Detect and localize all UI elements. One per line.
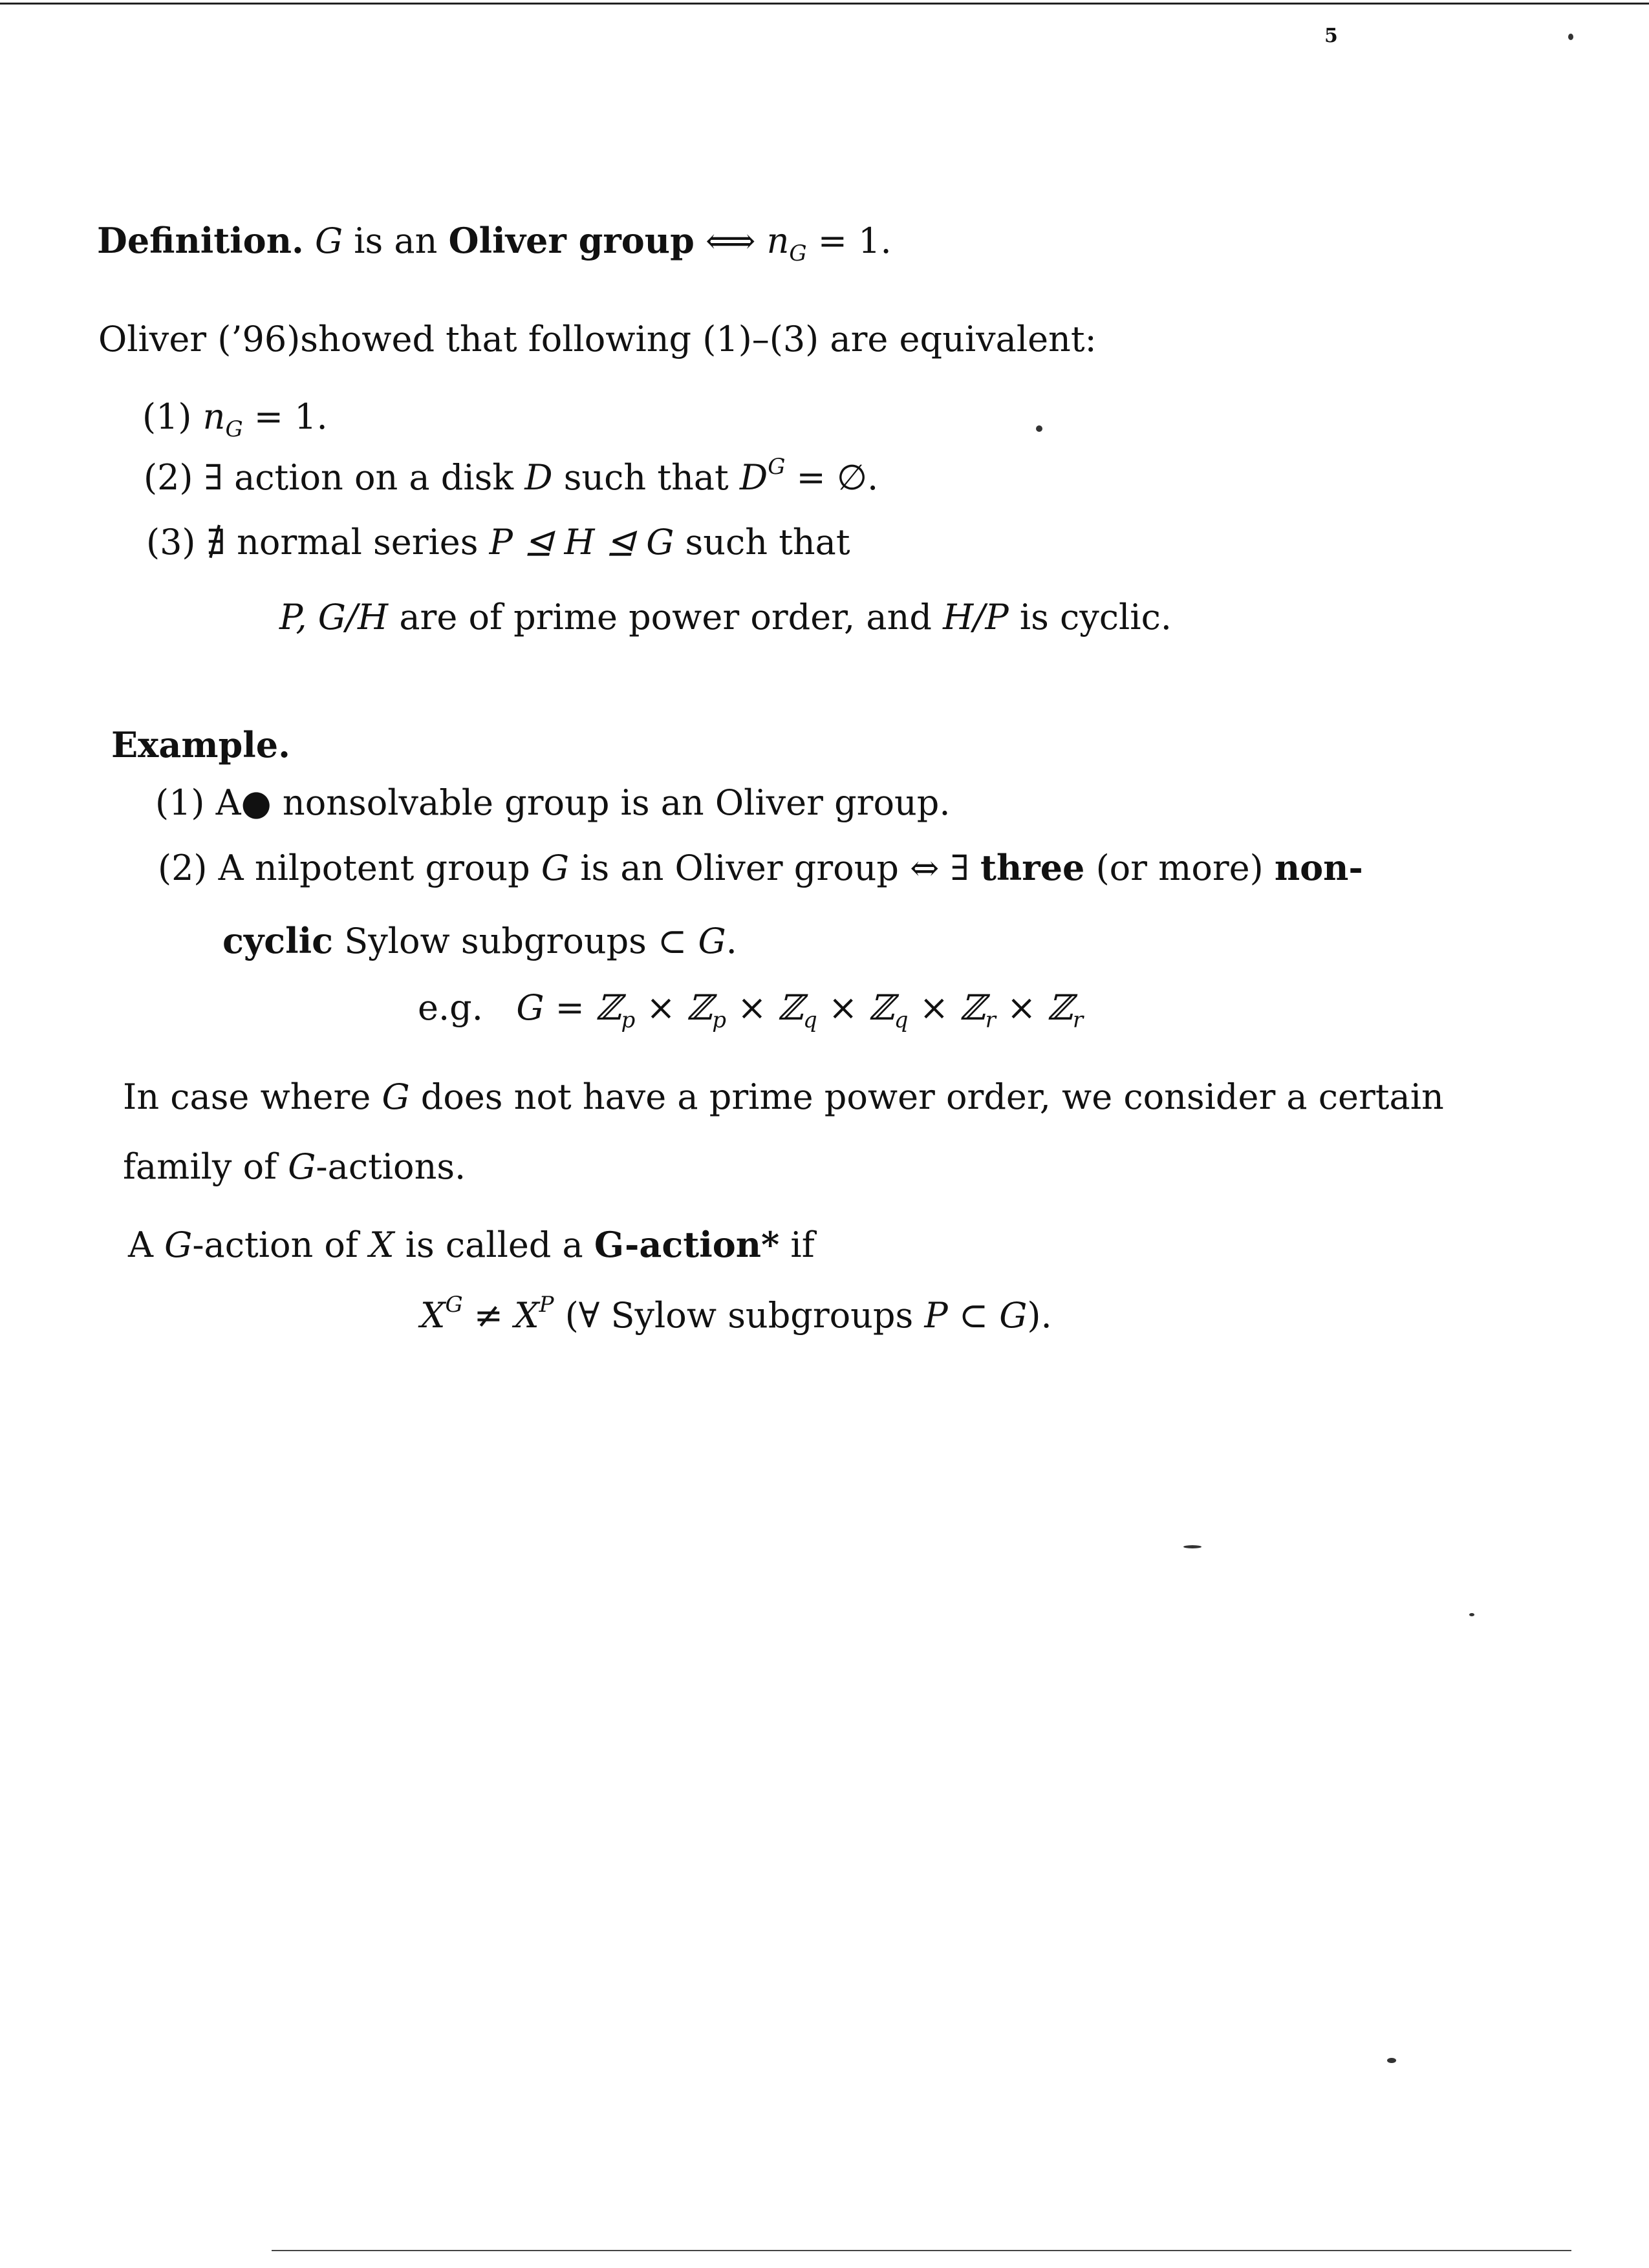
scan-speck [1568,34,1573,40]
scan-speck [1469,1613,1474,1616]
math-expression: P ⊴ H ⊴ G [489,522,674,562]
emphasis-non: non- [1274,847,1363,888]
text-run: -action of [192,1225,370,1265]
times-symbol: × [726,987,778,1028]
math-superscript: P [539,1292,554,1318]
example-2-continued [222,920,737,961]
condition-number: (1) [142,396,203,437]
math-var: G [288,1146,316,1187]
text-run: if [779,1225,815,1265]
scan-edge-top [0,3,1649,5]
neq-symbol: ≠ [462,1295,515,1336]
text-run: = 1. [806,220,892,261]
page-number: 5 [1324,25,1338,47]
math-subscript: q [894,1007,909,1033]
math-var: X [369,1225,394,1265]
math-expression: G = ℤ [516,987,621,1028]
math-superscript: G [445,1292,463,1318]
example-label: Example. [111,724,290,765]
text-run: is an [343,220,449,261]
paragraph-line-2 [123,1146,466,1187]
math-expression: H/P [943,597,1009,637]
scan-edge-bottom [272,2250,1571,2251]
eg-label: e.g. [418,987,483,1028]
scan-speck [1183,1545,1202,1548]
math-subscript: p [621,1007,636,1033]
text-run: family of [123,1146,288,1187]
math-var: G [164,1225,193,1265]
math-var: X [514,1295,539,1336]
math-var: D [524,457,553,498]
text-run: such that [552,457,740,498]
math-subscript: G [789,241,807,266]
math-subscript: G [225,416,243,442]
example-formula: e.g. G = ℤ$_p$ × ℤ$_p$ × ℤ$_q$ × ℤ$_q$ × ℤ$_r$ × ℤ$_r$ [418,987,1084,1033]
scan-speck [1036,425,1042,432]
text-run: (∀ Sylow subgroups [554,1295,925,1336]
scan-speck [1387,2058,1396,2063]
math-var: X [420,1295,446,1336]
text-run: -actions. [316,1146,466,1187]
iff-symbol: ⟺ [694,220,767,261]
times-symbol: × [817,987,869,1028]
condition-3-continued [279,597,1172,637]
times-symbol: × [635,987,687,1028]
emphasis-cyclic: cyclic [222,920,334,961]
text-run: . [726,921,737,961]
math-subscript: q [803,1007,817,1033]
math-var: G [382,1076,410,1117]
paragraph-line-1 [123,1076,1444,1117]
text-run: ). [1027,1295,1052,1336]
definition-label: Definition. [97,220,304,261]
text-run: (or more) [1084,848,1275,888]
text-run: is an Oliver group ⇔ ∃ [569,848,981,888]
emphasis-three: three [980,847,1085,888]
text-run: is cyclic. [1008,597,1172,637]
example-2 [158,847,1363,888]
action-definition [128,1224,815,1265]
text-run: = 1. [242,396,328,437]
condition-3 [146,522,850,562]
intro-line: Oliver (’96)showed that following (1)–(3) are equivalent: [98,319,1097,359]
text-run: such that [674,522,850,562]
times-symbol: × [995,987,1048,1028]
math-subscript: r [1072,1007,1084,1033]
condition-1 [142,396,328,442]
math-var: n [202,396,226,437]
math-var: n [766,220,790,261]
math-var: G [541,848,570,888]
condition-number: (2) ∃ action on a disk [144,457,525,498]
math-subscript: r [985,1007,996,1033]
oliver-group-term: Oliver group [448,220,695,261]
condition-2 [144,454,879,498]
math-var: G [314,220,343,261]
g-action-star-term: G-action* [594,1224,780,1265]
text-run: are of prime power order, and [388,597,943,637]
action-formula [420,1292,1052,1336]
math-expression: P, G/H [279,597,389,637]
text-run: Sylow subgroups ⊂ [333,921,698,961]
math-superscript: G [768,454,786,480]
text-run: A [128,1225,165,1265]
text-run: = ∅. [785,457,879,498]
times-symbol: × [908,987,960,1028]
text-run: is called a [394,1225,594,1265]
text-run: In case where [123,1076,382,1117]
math-var: G [698,921,726,961]
math-subscript: p [712,1007,727,1033]
text-run: does not have a prime power order, we consider a certain [409,1076,1444,1117]
condition-number: (3) ∄ normal series [146,522,490,562]
math-expression: P ⊂ G [924,1295,1028,1336]
math-var: D [739,457,768,498]
definition-line [97,220,892,266]
example-1: (1) A● nonsolvable group is an Oliver group. [155,782,951,823]
text-run: (2) A nilpotent group [158,848,541,888]
